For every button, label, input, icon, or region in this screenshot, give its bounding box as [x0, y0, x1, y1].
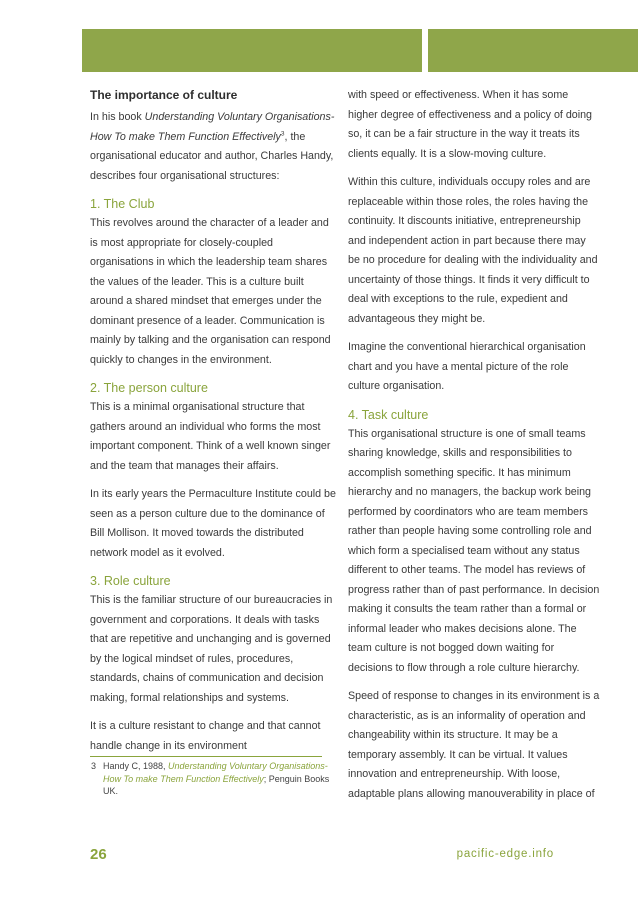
person-culture-heading: 2. The person culture [90, 381, 208, 395]
footnote-divider [90, 756, 322, 757]
intro-paragraph: In his book Understanding Voluntary Organisations-How To make Them Function Effectively$^3$, the organisational educator and author, Charles Handy, describes four organisational structures: [90, 111, 335, 182]
role-culture-cont-paragraph: with speed or effectiveness. When it has some higher degree of effectiveness and a policy of doing so, it can be a fair structure in the way it treats its clients equally. It is a slow-moving culture. [348, 89, 593, 160]
header-band-right [428, 29, 638, 72]
header-band-left [82, 29, 422, 72]
footnote: 3 Handy C, 1988, Understanding Voluntary Organisations-How To make Them Function Effectively; Penguin Books UK. [91, 761, 330, 796]
website-url: pacific-edge.info [456, 848, 554, 860]
role-culture-heading: 3. Role culture [90, 574, 171, 588]
footnote-number: 3 [91, 761, 97, 771]
role-culture-continued: It is a culture resistant to change and that cannot handle change in its environment [90, 720, 321, 752]
right-column [348, 86, 600, 813]
role-culture-chart-paragraph: Imagine the conventional hierarchical organisation chart and you have a mental picture of the role culture organisation. [348, 341, 586, 392]
person-culture-text: This is a minimal organisational structure that gathers around an individual who forms the most important component. Think of a well known singer and the team that manages their affairs. [90, 401, 331, 472]
page-number: 26 [90, 846, 107, 863]
role-culture-individuals-paragraph: Within this culture, individuals occupy roles and are replaceable within those roles, the roles having the continuity. It discounts initiative, entrepreneurship and independent action in part because there may be no procedure for dealing with the individuality and uncertainty of those things. It finds it very difficult to deal with exceptions to the rule, expedient and advantageous they might be. [348, 176, 598, 325]
role-culture-text: This is the familiar structure of our bureaucracies in government and corporations. It deals with tasks that are repetitive and unchanging and is governed by the logical mindset of rules, procedures, standards, chains of communication and decision making, formal relationships and systems. [90, 594, 333, 704]
speed-of-response-paragraph: Speed of response to changes in its environment is a characteristic, as is an informality of operation and changeability within its structure. It may be a temporary assembly. It can be virtual. It values innovation and entrepreneurship. With loose, adaptable plans allowing manouverability in place of [348, 690, 600, 800]
club-heading: 1. The Club [90, 197, 155, 211]
club-text: This revolves around the character of a leader and is most appropriate for closely-coupled organisations in which the leadership team shares the values of the leader. This is a culture built around a shared mindset that emerges under the dominant presence of a leader. Communication is mainly by talking and the organisation can respond quickly to changes in the environment. [90, 217, 331, 366]
person-culture-example: In its early years the Permaculture Institute could be seen as a person culture due to the dominance of Bill Mollison. It moved towards the distributed network model as it evolved. [90, 488, 336, 559]
left-column [90, 86, 338, 798]
footnote-reference: 3 [280, 129, 285, 137]
section-title: The importance of culture [90, 88, 238, 102]
footnote-book-title: Understanding Voluntary Organisations-How To make Them Function Effectively [103, 761, 328, 784]
task-culture-heading: 4. Task culture [348, 407, 429, 422]
book-title: Understanding Voluntary Organisations-How To make Them Function Effectively [90, 111, 335, 143]
task-culture-text: This organisational structure is one of small teams sharing knowledge, skills and responsibilities to accomplish something specific. It has minimum hierarchy and no managers, the backup work being performed by coordinators who are team members rather than people having some controlling role and which form a specialised team without any status different to other teams. The model has reviews of progress rather than of past performance. In decision making it consults the team rather than a formal or informal leader who makes decisions alone. The team culture is not bogged down waiting for decisions to flow through a role culture hierarchy. [348, 427, 600, 674]
